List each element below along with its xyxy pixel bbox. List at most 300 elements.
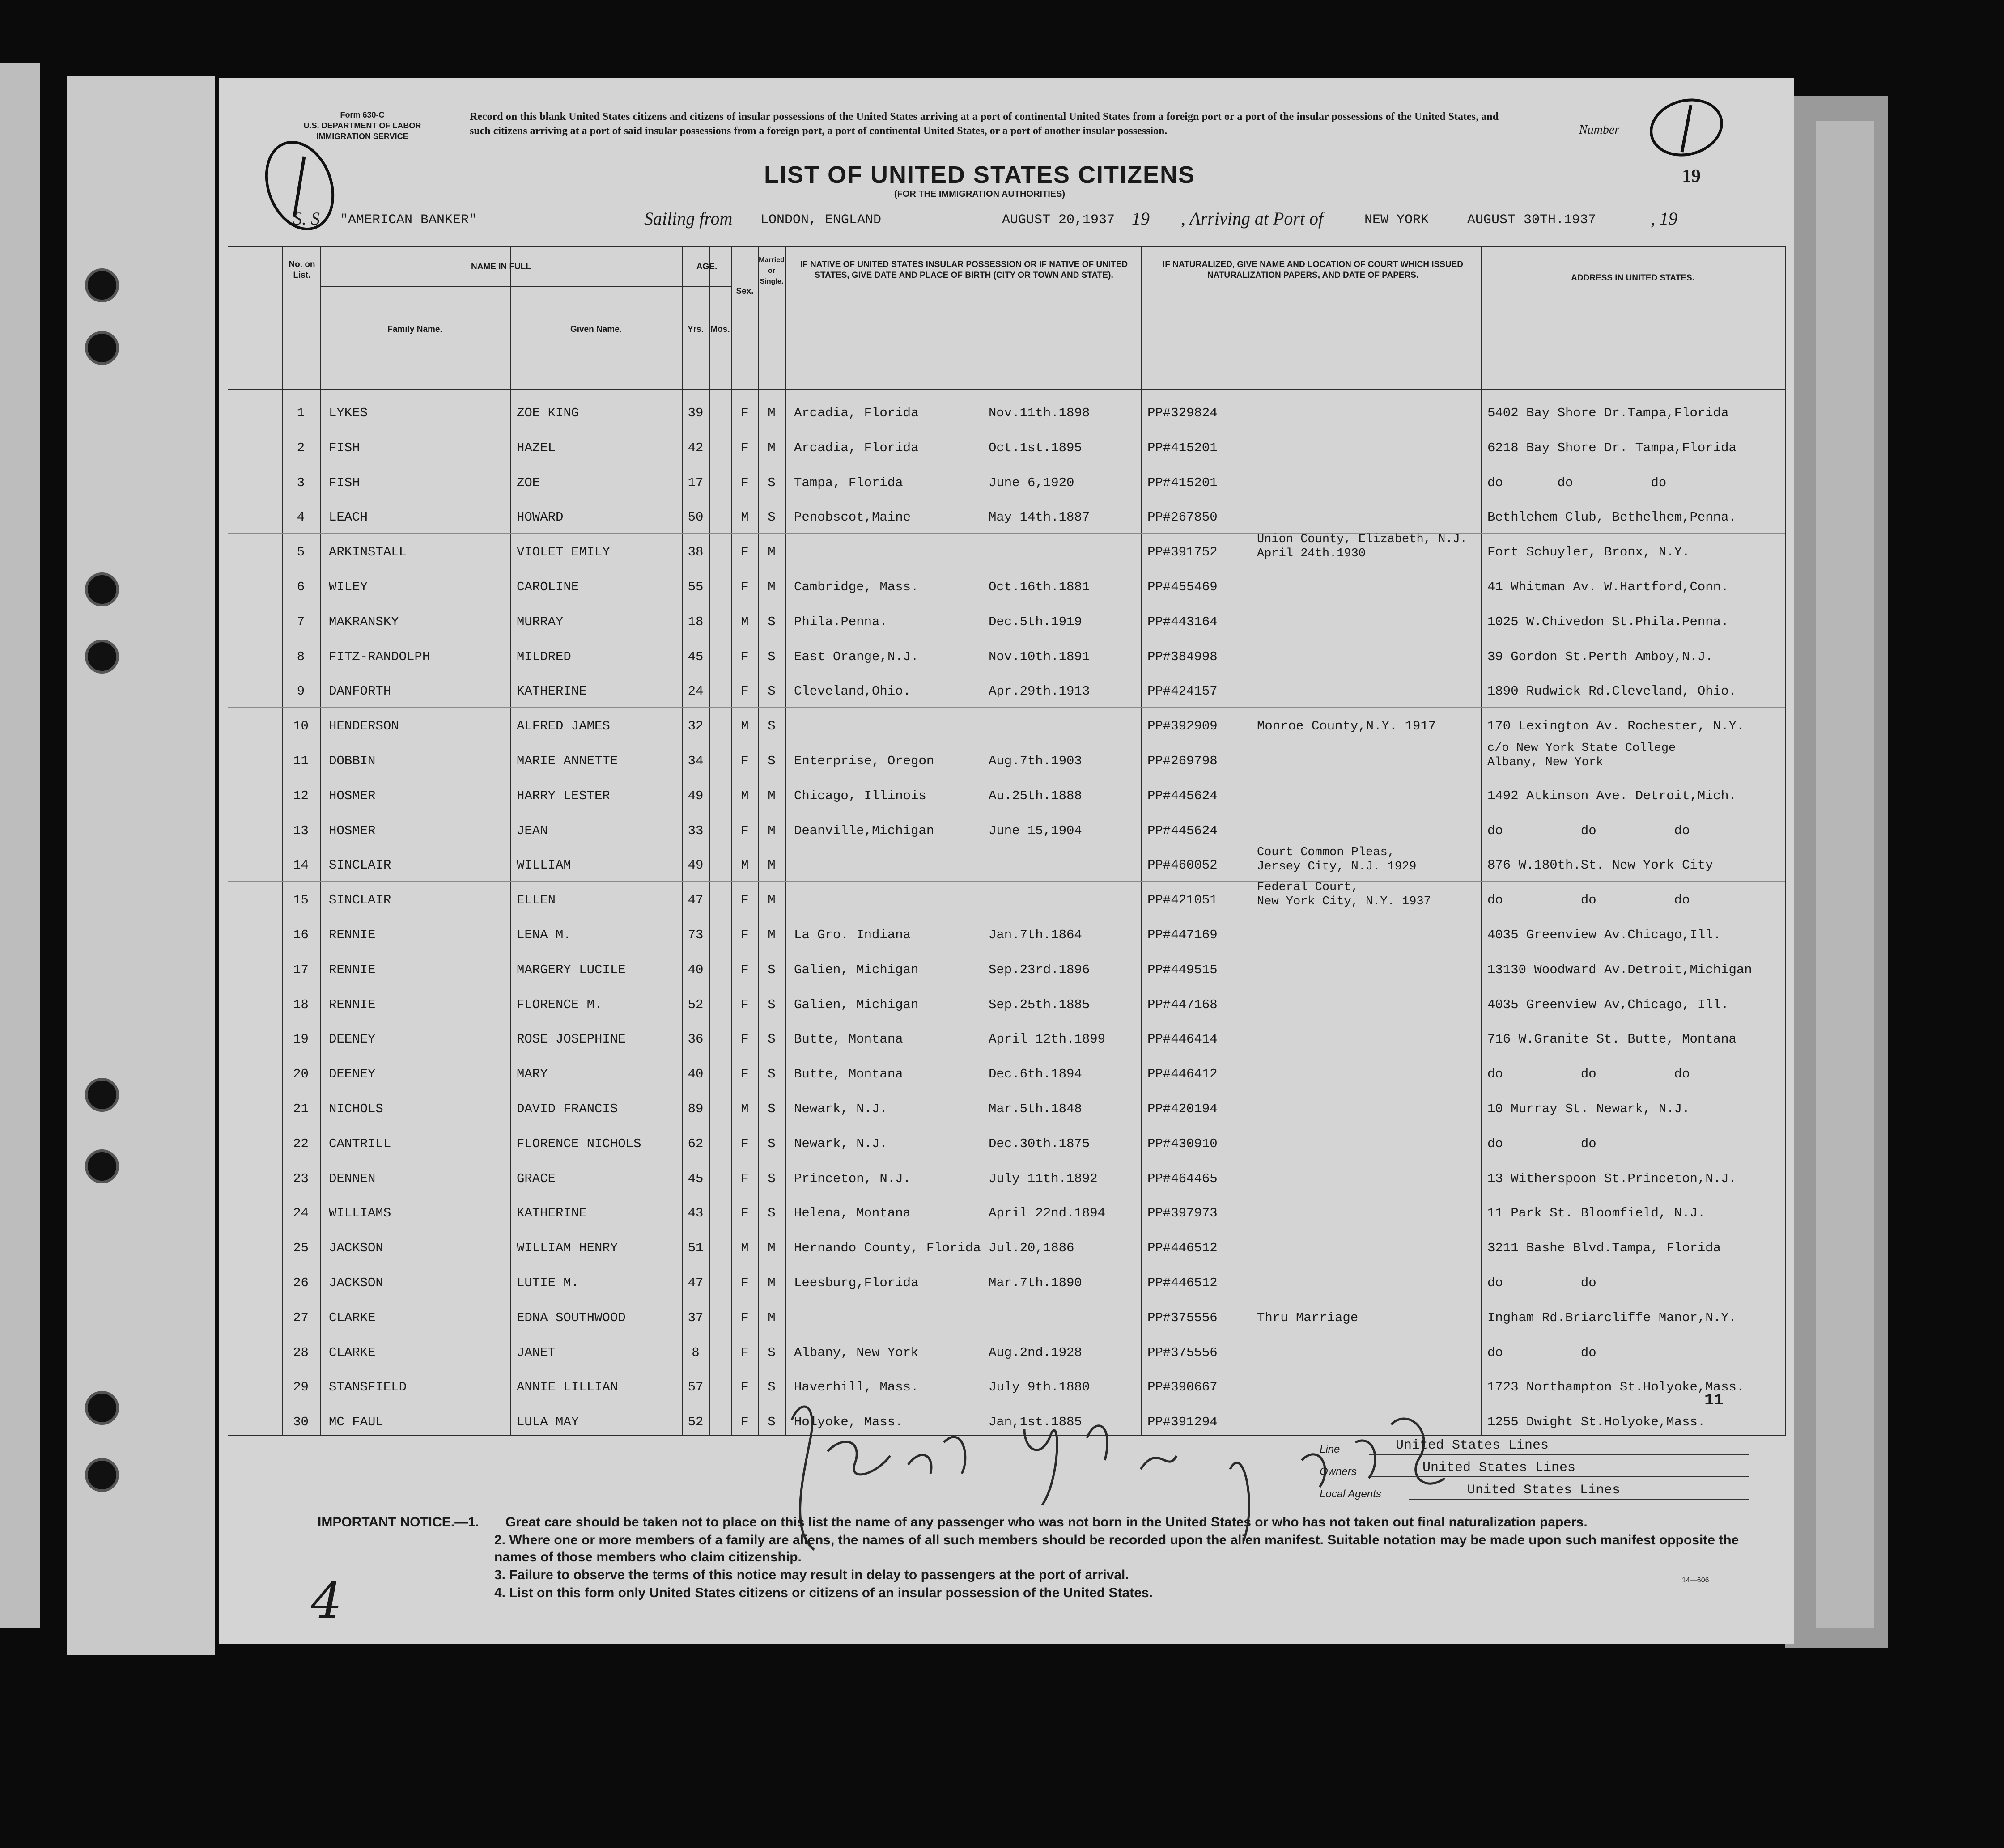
- header-address: ADDRESS IN UNITED STATES.: [1571, 273, 1694, 283]
- owners-label: Owners: [1320, 1466, 1357, 1478]
- cell-pp: PP#445624: [1147, 823, 1218, 838]
- table-row: [228, 1127, 1785, 1161]
- departure-date: AUGUST 20,1937: [1002, 212, 1115, 228]
- cell-no: 1: [297, 406, 305, 420]
- table-row: [228, 1231, 1785, 1266]
- page-title: LIST OF UNITED STATES CITIZENS: [764, 161, 1195, 188]
- table-row: [228, 709, 1785, 744]
- cell-pp: PP#397973: [1147, 1206, 1218, 1221]
- cell-family: RENNIE: [329, 928, 376, 942]
- cell-date: Jul.20,1886: [989, 1241, 1074, 1256]
- cell-court: Union County, Elizabeth, N.J. April 24th.1930: [1257, 533, 1467, 561]
- cell-no: 13: [293, 823, 309, 838]
- cell-no: 17: [293, 962, 309, 977]
- table-row: [228, 431, 1785, 466]
- cell-address: 1723 Northampton St.Holyoke,Mass.: [1487, 1380, 1745, 1395]
- cell-sex: M: [741, 719, 749, 734]
- cell-given: CAROLINE: [517, 580, 579, 594]
- cell-ms: S: [768, 1032, 776, 1047]
- agents-label: Local Agents: [1320, 1488, 1381, 1500]
- cell-family: HOSMER: [329, 788, 376, 803]
- cell-ms: S: [768, 614, 776, 629]
- cell-place: Enterprise, Oregon: [794, 754, 934, 768]
- cell-family: MAKRANSKY: [329, 614, 399, 629]
- cell-address: Ingham Rd.Briarcliffe Manor,N.Y.: [1487, 1310, 1737, 1325]
- cell-address: Fort Schuyler, Bronx, N.Y.: [1487, 545, 1690, 560]
- cell-place: Haverhill, Mass.: [794, 1380, 919, 1395]
- cell-given: GRACE: [517, 1171, 556, 1186]
- cell-ms: M: [768, 580, 776, 594]
- cell-court: Monroe County,N.Y. 1917: [1257, 719, 1436, 734]
- cell-pp: PP#449515: [1147, 962, 1218, 977]
- cell-ms: S: [768, 754, 776, 768]
- table-row: [228, 779, 1785, 814]
- cell-pp: PP#446512: [1147, 1276, 1218, 1290]
- cell-family: HENDERSON: [329, 719, 399, 734]
- cell-no: 28: [293, 1345, 309, 1360]
- cell-address: 3211 Bashe Blvd.Tampa, Florida: [1487, 1241, 1721, 1256]
- cell-court: Thru Marriage: [1257, 1310, 1359, 1325]
- cell-sex: F: [741, 406, 749, 420]
- cell-ms: S: [768, 684, 776, 699]
- cell-place: Newark, N.J.: [794, 1102, 887, 1116]
- table-row: [228, 674, 1785, 709]
- cell-given: ELLEN: [517, 893, 556, 908]
- cell-no: 24: [293, 1206, 309, 1221]
- cell-sex: F: [741, 754, 749, 768]
- cell-date: Au.25th.1888: [989, 788, 1082, 803]
- cell-address: 41 Whitman Av. W.Hartford,Conn.: [1487, 580, 1729, 594]
- cell-place: Butte, Montana: [794, 1032, 903, 1047]
- cell-given: MARGERY LUCILE: [517, 962, 626, 977]
- cell-sex: F: [741, 1067, 749, 1082]
- cell-sex: F: [741, 1206, 749, 1221]
- cell-sex: F: [741, 1136, 749, 1151]
- notice-heading: IMPORTANT NOTICE.—1.: [318, 1515, 480, 1530]
- header-sex: Sex.: [736, 287, 754, 296]
- arrival-date: AUGUST 30TH.1937: [1467, 212, 1596, 228]
- header-family-name: Family Name.: [387, 325, 442, 334]
- cell-pp: PP#384998: [1147, 649, 1218, 664]
- table-row: [228, 1196, 1785, 1231]
- cell-ms: M: [768, 406, 776, 420]
- cell-date: Jan,1st.1885: [989, 1415, 1082, 1430]
- cell-family: LEACH: [329, 510, 368, 525]
- cell-ms: S: [768, 1380, 776, 1395]
- cell-given: KATHERINE: [517, 684, 587, 699]
- header-name-in-full: NAME IN FULL: [471, 262, 531, 271]
- header-mos: Mos.: [710, 325, 730, 334]
- cell-pp: PP#446512: [1147, 1241, 1218, 1256]
- cell-no: 3: [297, 475, 305, 490]
- table-row: [228, 605, 1785, 640]
- cell-date: Sep.25th.1885: [989, 997, 1090, 1012]
- cell-sex: F: [741, 823, 749, 838]
- cell-family: CANTRILL: [329, 1136, 391, 1151]
- cell-age: 24: [688, 684, 704, 699]
- cell-address: 876 W.180th.St. New York City: [1487, 858, 1713, 873]
- table-row: [228, 988, 1785, 1022]
- cell-pp: PP#455469: [1147, 580, 1218, 594]
- cell-sex: M: [741, 1102, 749, 1116]
- handwritten-mark: 4: [311, 1572, 342, 1629]
- cell-pp: PP#375556: [1147, 1310, 1218, 1325]
- cell-age: 43: [688, 1206, 704, 1221]
- cell-ms: S: [768, 1171, 776, 1186]
- cell-ms: M: [768, 1276, 776, 1290]
- cell-pp: PP#391752: [1147, 545, 1218, 560]
- cell-pp: PP#446414: [1147, 1032, 1218, 1047]
- cell-pp: PP#415201: [1147, 475, 1218, 490]
- circled-number-mark: [1642, 92, 1731, 163]
- cell-family: WILEY: [329, 580, 368, 594]
- cell-age: 49: [688, 858, 704, 873]
- cell-family: MC FAUL: [329, 1415, 383, 1430]
- table-row: [228, 918, 1785, 953]
- cell-sex: F: [741, 440, 749, 455]
- cell-pp: PP#464465: [1147, 1171, 1218, 1186]
- cell-ms: M: [768, 1310, 776, 1325]
- cell-ms: M: [768, 893, 776, 908]
- cell-family: WILLIAMS: [329, 1206, 391, 1221]
- cell-given: ROSE JOSEPHINE: [517, 1032, 626, 1047]
- cell-ms: M: [768, 440, 776, 455]
- cell-pp: PP#390667: [1147, 1380, 1218, 1395]
- cell-no: 15: [293, 893, 309, 908]
- cell-age: 18: [688, 614, 704, 629]
- cell-court: Federal Court, New York City, N.Y. 1937: [1257, 881, 1431, 909]
- cell-address: 716 W.Granite St. Butte, Montana: [1487, 1032, 1737, 1047]
- cell-pp: PP#269798: [1147, 754, 1218, 768]
- cell-no: 8: [297, 649, 305, 664]
- departure-port: LONDON, ENGLAND: [760, 212, 882, 228]
- cell-no: 9: [297, 684, 305, 699]
- cell-sex: F: [741, 1345, 749, 1360]
- cell-ms: M: [768, 928, 776, 942]
- cell-pp: PP#445624: [1147, 788, 1218, 803]
- cell-place: Galien, Michigan: [794, 962, 919, 977]
- cell-date: July 9th.1880: [989, 1380, 1090, 1395]
- cell-date: Nov.10th.1891: [989, 649, 1090, 664]
- cell-address: 13 Witherspoon St.Princeton,N.J.: [1487, 1171, 1737, 1186]
- cell-given: VIOLET EMILY: [517, 545, 610, 560]
- cell-age: 62: [688, 1136, 704, 1151]
- cell-ms: S: [768, 719, 776, 734]
- cell-given: ZOE: [517, 475, 540, 490]
- cell-address: do do do: [1487, 893, 1690, 908]
- binder-hole: [85, 1391, 119, 1425]
- owners-value: United States Lines: [1422, 1460, 1576, 1475]
- line-label: Line: [1320, 1443, 1340, 1455]
- table-row: [228, 1301, 1785, 1335]
- cell-family: JACKSON: [329, 1241, 383, 1256]
- cell-given: HAZEL: [517, 440, 556, 455]
- cell-family: SINCLAIR: [329, 858, 391, 873]
- cell-pp: PP#424157: [1147, 684, 1218, 699]
- manifest-table: [228, 246, 1785, 1436]
- cell-place: Chicago, Illinois: [794, 788, 926, 803]
- cell-place: Deanville,Michigan: [794, 823, 934, 838]
- cell-pp: PP#430910: [1147, 1136, 1218, 1151]
- manifest-sheet: [219, 78, 1794, 1644]
- cell-sex: F: [741, 928, 749, 942]
- cell-address: 1492 Atkinson Ave. Detroit,Mich.: [1487, 788, 1737, 803]
- arriving-label: , Arriving at Port of: [1181, 208, 1324, 229]
- cell-date: June 15,1904: [989, 823, 1082, 838]
- cell-date: May 14th.1887: [989, 510, 1090, 525]
- cell-address: do do do: [1487, 1067, 1690, 1082]
- cell-date: July 11th.1892: [989, 1171, 1098, 1186]
- cell-family: ARKINSTALL: [329, 545, 407, 560]
- cell-given: ALFRED JAMES: [517, 719, 610, 734]
- cell-sex: F: [741, 649, 749, 664]
- cell-family: DENNEN: [329, 1171, 376, 1186]
- cell-ms: M: [768, 1241, 776, 1256]
- cell-age: 8: [692, 1345, 700, 1360]
- cell-address: do do: [1487, 1345, 1596, 1360]
- cell-family: SINCLAIR: [329, 893, 391, 908]
- page-number: 11: [1704, 1391, 1724, 1409]
- cell-age: 40: [688, 962, 704, 977]
- cell-address: 13130 Woodward Av.Detroit,Michigan: [1487, 962, 1752, 977]
- cell-address: 4035 Greenview Av,Chicago, Ill.: [1487, 997, 1729, 1012]
- cell-given: JANET: [517, 1345, 556, 1360]
- cell-date: April 22nd.1894: [989, 1206, 1106, 1221]
- cell-family: HOSMER: [329, 823, 376, 838]
- table-row: [228, 640, 1785, 674]
- cell-ms: M: [768, 545, 776, 560]
- table-row: [228, 535, 1785, 570]
- table-row: [228, 744, 1785, 779]
- cell-sex: M: [741, 858, 749, 873]
- table-row: [228, 1335, 1785, 1370]
- cell-pp: PP#391294: [1147, 1415, 1218, 1430]
- cell-pp: PP#421051: [1147, 893, 1218, 908]
- voyage-line: [219, 208, 1794, 235]
- header-yrs: Yrs.: [688, 325, 704, 334]
- cell-family: FISH: [329, 475, 360, 490]
- cell-place: Princeton, N.J.: [794, 1171, 911, 1186]
- cell-family: CLARKE: [329, 1345, 376, 1360]
- cell-pp: PP#447169: [1147, 928, 1218, 942]
- cell-age: 45: [688, 649, 704, 664]
- cell-no: 7: [297, 614, 305, 629]
- cell-family: JACKSON: [329, 1276, 383, 1290]
- table-row: [228, 953, 1785, 988]
- table-row: [228, 500, 1785, 535]
- cell-address: do do: [1487, 1276, 1596, 1290]
- cell-given: MARY: [517, 1067, 548, 1082]
- cell-pp: PP#329824: [1147, 406, 1218, 420]
- cell-no: 29: [293, 1380, 309, 1395]
- cell-date: Apr.29th.1913: [989, 684, 1090, 699]
- notice-item: 3. Failure to observe the terms of this notice may result in delay to passengers at the port of arrival.: [494, 1568, 1129, 1582]
- cell-address: do do do: [1487, 823, 1690, 838]
- cell-ms: S: [768, 1206, 776, 1221]
- cell-ms: S: [768, 649, 776, 664]
- cell-age: 45: [688, 1171, 704, 1186]
- cell-age: 50: [688, 510, 704, 525]
- cell-sex: F: [741, 997, 749, 1012]
- cell-ms: M: [768, 823, 776, 838]
- cell-no: 16: [293, 928, 309, 942]
- departure-year-suffix: 19: [1132, 208, 1150, 229]
- cell-sex: F: [741, 962, 749, 977]
- header-married-or-single: Married or Single.: [759, 256, 785, 285]
- form-number: Form 630-C: [340, 110, 385, 119]
- cell-place: Galien, Michigan: [794, 997, 919, 1012]
- cell-pp: PP#392909: [1147, 719, 1218, 734]
- cell-date: Aug.7th.1903: [989, 754, 1082, 768]
- cell-no: 27: [293, 1310, 309, 1325]
- cell-place: Newark, N.J.: [794, 1136, 887, 1151]
- cell-ms: S: [768, 1067, 776, 1082]
- cell-family: RENNIE: [329, 962, 376, 977]
- table-row: [228, 1057, 1785, 1092]
- page-subtitle: (FOR THE IMMIGRATION AUTHORITIES): [894, 189, 1066, 199]
- cell-sex: M: [741, 1241, 749, 1256]
- number-label: Number: [1579, 123, 1620, 137]
- cell-family: DEENEY: [329, 1067, 376, 1082]
- cell-pp: PP#446412: [1147, 1067, 1218, 1082]
- cell-address: 11 Park St. Bloomfield, N.J.: [1487, 1206, 1706, 1221]
- cell-date: Aug.2nd.1928: [989, 1345, 1082, 1360]
- cell-pp: PP#443164: [1147, 614, 1218, 629]
- cell-no: 22: [293, 1136, 309, 1151]
- cell-place: East Orange,N.J.: [794, 649, 919, 664]
- cell-address: 4035 Greenview Av.Chicago,Ill.: [1487, 928, 1721, 942]
- cell-sex: F: [741, 1032, 749, 1047]
- table-row: [228, 814, 1785, 848]
- cell-age: 42: [688, 440, 704, 455]
- cell-given: MARIE ANNETTE: [517, 754, 618, 768]
- cell-no: 14: [293, 858, 309, 873]
- cell-date: Jan.7th.1864: [989, 928, 1082, 942]
- cell-age: 52: [688, 1415, 704, 1430]
- binder-hole: [85, 331, 119, 365]
- cell-place: Holyoke, Mass.: [794, 1415, 903, 1430]
- form-identifier: [282, 110, 443, 142]
- cell-address: Bethlehem Club, Bethelhem,Penna.: [1487, 510, 1737, 525]
- cell-given: HARRY LESTER: [517, 788, 610, 803]
- header-given-name: Given Name.: [570, 325, 622, 334]
- cell-no: 19: [293, 1032, 309, 1047]
- cell-ms: S: [768, 475, 776, 490]
- cell-given: MURRAY: [517, 614, 564, 629]
- cell-date: June 6,1920: [989, 475, 1074, 490]
- cell-address: 6218 Bay Shore Dr. Tampa,Florida: [1487, 440, 1737, 455]
- cell-place: La Gro. Indiana: [794, 928, 911, 942]
- cell-place: Cambridge, Mass.: [794, 580, 919, 594]
- cell-no: 10: [293, 719, 309, 734]
- sailing-label: Sailing from: [644, 208, 733, 229]
- cell-family: LYKES: [329, 406, 368, 420]
- cell-pp: PP#420194: [1147, 1102, 1218, 1116]
- cell-pp: PP#375556: [1147, 1345, 1218, 1360]
- cell-age: 38: [688, 545, 704, 560]
- cell-age: 47: [688, 893, 704, 908]
- cell-family: CLARKE: [329, 1310, 376, 1325]
- cell-age: 37: [688, 1310, 704, 1325]
- cell-age: 52: [688, 997, 704, 1012]
- table-row: [228, 848, 1785, 883]
- cell-no: 2: [297, 440, 305, 455]
- cell-pp: PP#460052: [1147, 858, 1218, 873]
- cell-sex: M: [741, 788, 749, 803]
- cell-date: April 12th.1899: [989, 1032, 1106, 1047]
- cell-address: 10 Murray St. Newark, N.J.: [1487, 1102, 1690, 1116]
- cell-no: 23: [293, 1171, 309, 1186]
- cell-date: Mar.7th.1890: [989, 1276, 1082, 1290]
- table-row: [228, 396, 1785, 431]
- cell-given: KATHERINE: [517, 1206, 587, 1221]
- cell-place: Hernando County, Florida: [794, 1241, 981, 1256]
- cell-place: Penobscot,Maine: [794, 510, 911, 525]
- cell-age: 89: [688, 1102, 704, 1116]
- cell-ms: S: [768, 1345, 776, 1360]
- cell-date: Dec.5th.1919: [989, 614, 1082, 629]
- table-row: [228, 1022, 1785, 1057]
- cell-age: 32: [688, 719, 704, 734]
- cell-given: HOWARD: [517, 510, 564, 525]
- agents-value: United States Lines: [1467, 1483, 1621, 1498]
- line-value: United States Lines: [1396, 1438, 1549, 1453]
- notice-item: Great care should be taken not to place on this list the name of any passenger who was not born in the United States or who has not taken out final naturalization papers.: [505, 1515, 1588, 1530]
- cell-no: 11: [293, 754, 309, 768]
- table-row: [228, 1161, 1785, 1196]
- cell-given: WILLIAM: [517, 858, 571, 873]
- cell-given: FLORENCE M.: [517, 997, 603, 1012]
- cell-address: c/o New York State College Albany, New York: [1487, 742, 1676, 769]
- cell-age: 17: [688, 475, 704, 490]
- cell-age: 47: [688, 1276, 704, 1290]
- cell-given: MILDRED: [517, 649, 571, 664]
- ss-label: S. S.: [293, 208, 324, 229]
- cell-no: 20: [293, 1067, 309, 1082]
- cell-age: 73: [688, 928, 704, 942]
- cell-given: LENA M.: [517, 928, 571, 942]
- binder-page: [67, 76, 215, 1655]
- cell-date: Mar.5th.1848: [989, 1102, 1082, 1116]
- cell-family: DOBBIN: [329, 754, 376, 768]
- cell-no: 12: [293, 788, 309, 803]
- cell-date: Oct.1st.1895: [989, 440, 1082, 455]
- cell-age: 51: [688, 1241, 704, 1256]
- cell-place: Tampa, Florida: [794, 475, 903, 490]
- cell-pp: PP#267850: [1147, 510, 1218, 525]
- binder-hole: [85, 1078, 119, 1112]
- cell-pp: PP#447168: [1147, 997, 1218, 1012]
- arrival-port: NEW YORK: [1364, 212, 1429, 228]
- cell-place: Leesburg,Florida: [794, 1276, 919, 1290]
- table-row: [228, 570, 1785, 605]
- cell-age: 36: [688, 1032, 704, 1047]
- cell-sex: F: [741, 684, 749, 699]
- cell-no: 21: [293, 1102, 309, 1116]
- binder-hole: [85, 572, 119, 606]
- cell-given: FLORENCE NICHOLS: [517, 1136, 641, 1151]
- cell-sex: F: [741, 545, 749, 560]
- cell-no: 26: [293, 1276, 309, 1290]
- cell-given: JEAN: [517, 823, 548, 838]
- notice-item: 4. List on this form only United States citizens or citizens of an insular possession of the United States.: [494, 1585, 1153, 1600]
- service-name: IMMIGRATION SERVICE: [316, 132, 408, 141]
- table-row: [228, 466, 1785, 500]
- cell-address: 1255 Dwight St.Holyoke,Mass.: [1487, 1415, 1706, 1430]
- cell-given: EDNA SOUTHWOOD: [517, 1310, 626, 1325]
- header-naturalization: IF NATURALIZED, GIVE NAME AND LOCATION OF COURT WHICH ISSUED NATURALIZATION PAPERS, AND DATE OF PAPERS.: [1162, 260, 1463, 280]
- table-row: [228, 883, 1785, 918]
